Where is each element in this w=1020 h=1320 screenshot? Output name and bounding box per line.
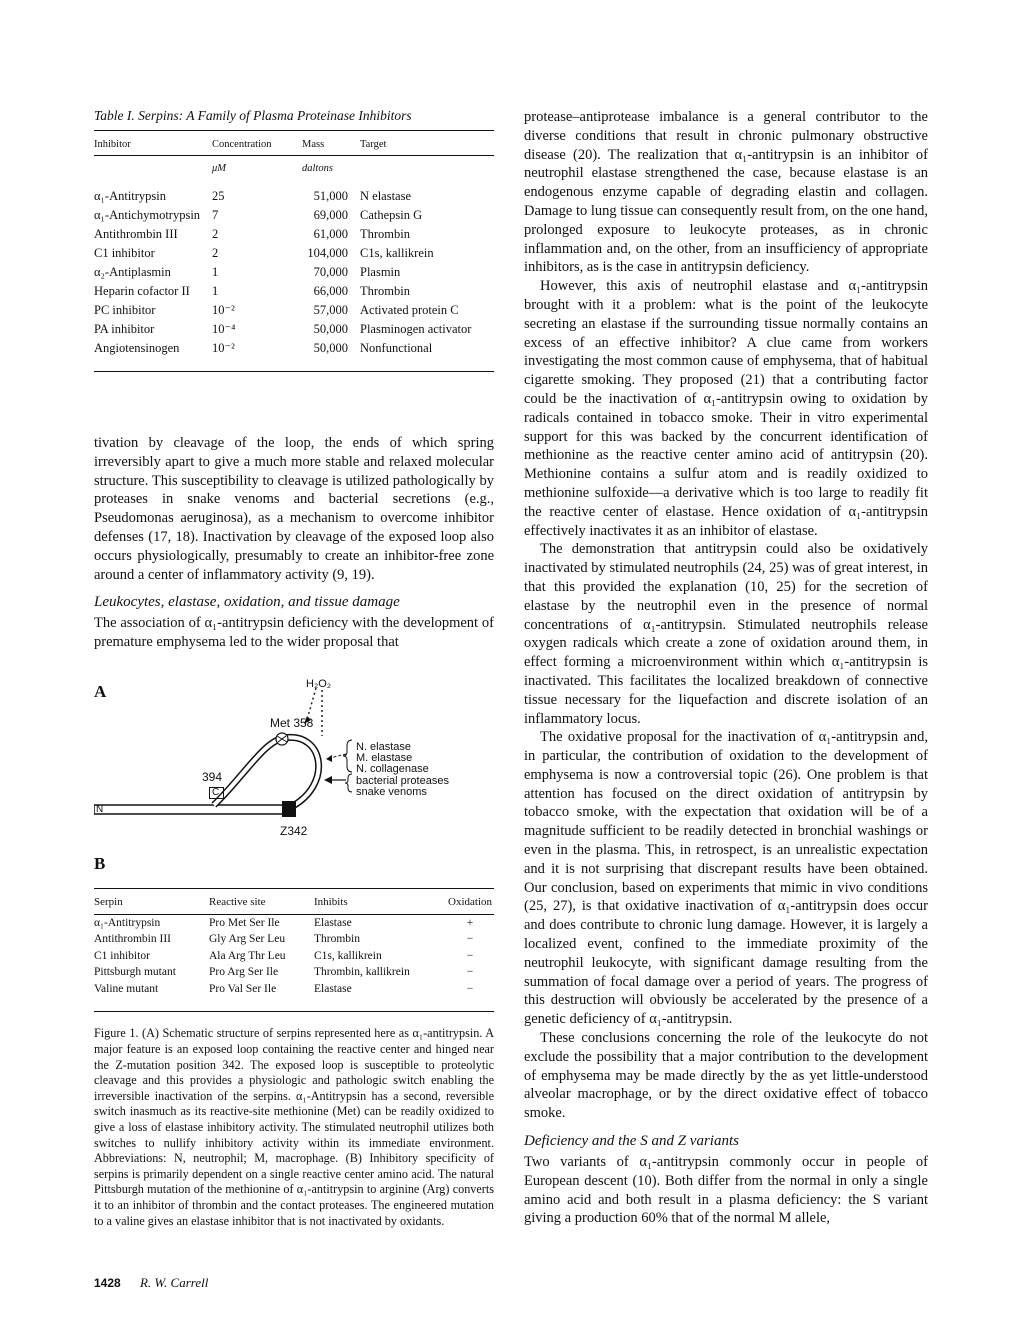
serpin-table	[94, 130, 494, 357]
right-paragraph-2: However, this axis of neutrophil elastase and α₁-antitrypsin brought with it a problem: what is the point of the leukocyte secreting an elastase if the surrounding tissue normally contains an excess of an effective inhibitor? A clue came from workers investigating the most common cause of emphysema, that of habitual cigarette smoking. They proposed (21) that a contributing factor could be the inactivation of α₁-antitrypsin owing to oxidation by radicals contained in tobacco smoke. Their in vitro experimental support for this was backed by the concurrent identification of methionine as the reactive center amino acid of antitrypsin (20). Methionine contains a sulfur atom and is readily oxidized to methionine sulfoxide—a derivative which is too large to readily fit the reactive center of elastase. Hence oxidation of α₁-antitrypsin effectively inactivates it as an inhibitor of elastase.	[524, 278, 928, 539]
figure-1a	[94, 676, 494, 838]
hinge-z342-marker	[282, 801, 296, 817]
table-cell: Thrombin, kallikrein	[314, 966, 410, 979]
th-inhibits: Inhibits	[314, 888, 446, 914]
unit-cell: daltons	[302, 163, 333, 174]
table-cell: C1 inhibitor	[94, 949, 150, 962]
figure-caption: Figure 1. (A) Schematic structure of serpins represented here as α₁-antitrypsin. A major feature is an exposed loop containing the reactive center and hinged near the Z-mutation position 342. The exposed loop is susceptible to proteolytic cleavage and this provides a physiologic and pathologic switch enabling the irreversible inactivation of the serpins. α₁-Antitrypsin has a second, reversible switch inasmuch as its reactive-site methionine (Met) can be readily oxidized to give a loss of elastase inhibitory activity. The stimulated neutrophil utilizes both switches to nullify inhibitory activity within its immediate environment. Abbreviations: N, neutrophil; M, macrophage. (B) Inhibitory specificity of serpins is primarily dependent on a single reactive center amino acid. The natural Pittsburgh mutation of the methionine of α₁-antitrypsin to arginine (Arg) converts it to an inhibitor of thrombin and the contact proteases. The engineered mutation to a valine gives an elastase inhibitor that is not inactivated by oxidants.	[94, 1026, 494, 1228]
right-paragraph-5: These conclusions concerning the role of the leukocyte do not exclude the possibility that a major contribution to the development of emphysema may be made directly by the as yet little-understood alveolar macrophage, or by the direct oxidative effect of tobacco smoke.	[524, 1030, 928, 1122]
table-cell: N elastase	[360, 189, 412, 203]
table-cell: 61,000	[313, 227, 348, 241]
table-cell: C1s, kallikrein	[360, 246, 434, 260]
table-cell: 104,000	[307, 246, 348, 260]
table-cell: 1	[212, 265, 219, 279]
table-row	[94, 300, 494, 319]
c-terminus-box: C	[209, 787, 224, 799]
n-terminus-box: N	[96, 803, 104, 815]
table-cell: Heparin cofactor II	[94, 284, 190, 298]
table-cell: Gly Arg Ser Leu	[209, 933, 286, 946]
enzyme-n-elastase: N. elastase	[356, 740, 412, 753]
th-serpin: Serpin	[94, 888, 209, 914]
right-paragraph-4: The oxidative proposal for the inactivation of α₁-antitrypsin and, in particular, the contribution of oxidation to the development of emphysema is now a controversial topic (26). One problem is that attention has focused on the direct oxidation of antitrypsin by tobacco smoke, with the expectation that oxidation will be of a magnitude sufficient to be readily detected in bronchial washings or even in the plasma. This, in retrospect, is an unrealistic expectation and it is not surprising that discrepant results have been obtained. Our conclusion, based on experiments that mimic in vivo conditions (25, 27), is that oxidative inactivation of α₁-antitrypsin does occur and does contribute to chronic lung damage. However, it is largely a localized event, confined to the immediate proximity of the neutrophil leukocyte, with significant damage resulting from the summation of focal damage over a period of years. The progress of this destruction will obviously be accelerated by the presence of a genetic deficiency of α₁-antitrypsin.	[524, 729, 928, 1028]
table-cell: 66,000	[313, 284, 348, 298]
table-cell: Ala Arg Thr Leu	[209, 949, 286, 962]
table-row	[94, 186, 494, 205]
exposed-loop-inner	[214, 737, 319, 808]
right-paragraph-6: Two variants of α₁-antitrypsin commonly occur in people of European descent (10). Both differ from the normal in only a single amino acid and both result in a plasma deficiency: the S variant giving a production 60% that of the normal M allele,	[524, 1154, 928, 1227]
table-cell: Thrombin	[360, 227, 410, 241]
left-column	[94, 108, 494, 1229]
table-cell: Pittsburgh mutant	[94, 966, 176, 979]
th-mass: Mass	[302, 131, 360, 156]
figure-label-b: B	[94, 853, 106, 873]
oxidant-enzyme-list	[356, 742, 449, 798]
table-row	[94, 224, 494, 243]
table-row	[94, 931, 494, 948]
table-row	[94, 205, 494, 224]
table-cell: Plasminogen activator	[360, 322, 472, 336]
brace-oxidants	[343, 740, 352, 772]
section-heading-deficiency: Deficiency and the S and Z variants	[524, 1133, 739, 1150]
table-caption: Table I. Serpins: A Family of Plasma Proteinase Inhibitors	[94, 108, 412, 123]
right-paragraph-1: protease–antiprotease imbalance is a general contributor to the diverse conditions that result in chronic pulmonary obstructive disease (20). The realization that α₁-antitrypsin is an inhibitor of neutrophil elastase strengthened the case, because elastase is an endogenous enzyme capable of degrading elastin and collagen. Damage to lung tissue can consequently result from, on the one hand, prolonged exposure to leukocyte proteases, as in chronic inflammation and, on the other, from an insufficiency of appropriate inhibitors, as is the case in antitrypsin deficiency.	[524, 109, 928, 276]
table-cell: α₁-Antitrypsin	[94, 916, 161, 929]
section-heading-leukocytes: Leukocytes, elastase, oxidation, and tissue damage	[94, 594, 400, 611]
table-cell: α₁-Antitrypsin	[94, 189, 167, 203]
table-row	[94, 338, 494, 357]
left-paragraph-2: The association of α₁-antitrypsin deficiency with the development of premature emphysema led to the wider proposal that	[94, 615, 494, 651]
table-cell: C1 inhibitor	[94, 246, 155, 260]
protease-snake-venoms: snake venoms	[356, 785, 427, 798]
th-inhibitor: Inhibitor	[94, 131, 212, 156]
table-cell: Thrombin	[314, 933, 360, 946]
chain-bar	[94, 805, 284, 814]
table-cell: 2	[212, 227, 219, 241]
table-cell: 57,000	[313, 303, 348, 317]
right-column	[524, 108, 928, 1228]
table-row	[94, 281, 494, 300]
table-row	[94, 319, 494, 338]
table-row	[94, 948, 494, 965]
table-cell: α₂-Antiplasmin	[94, 265, 171, 279]
table-cell: 69,000	[313, 208, 348, 222]
table-cell: 10⁻⁴	[212, 322, 236, 336]
figure-1b-header	[94, 848, 494, 880]
table-row	[94, 243, 494, 262]
table-cell: Cathepsin G	[360, 208, 423, 222]
table-cell: −	[466, 966, 474, 979]
table-cell: PA inhibitor	[94, 322, 155, 336]
reactive-site-table	[94, 888, 494, 998]
table-cell: Elastase	[314, 916, 352, 929]
table-row	[94, 981, 494, 998]
table-cell: 10⁻²	[212, 341, 235, 355]
table-cell: Pro Arg Ser Ile	[209, 966, 279, 979]
table-cell: PC inhibitor	[94, 303, 156, 317]
table-row	[94, 964, 494, 981]
table-cell: 70,000	[313, 265, 348, 279]
table-cell: Plasmin	[360, 265, 401, 279]
table-row	[94, 262, 494, 281]
right-paragraph-3: The demonstration that antitrypsin could also be oxidatively inactivated by stimulated neutrophils (24, 25) was of great interest, in that this provided the explanation (10, 25) for the secretion of elastase by the neutrophil even in the presence of normal concentrations of α₁-antitrypsin. Stimulated neutrophils release oxygen radicals which create a zone of oxidation around them, in effect forming a microenvironment within which α₁-antitrypsin is inactivated. This facilitates the localized breakdown of connective tissue necessary for the liquefaction and discrete isolation of an inflammatory locus.	[524, 541, 928, 727]
table-cell: −	[466, 933, 474, 946]
h2o2-label: H₂O₂	[306, 677, 332, 690]
table-cell: 7	[212, 208, 219, 222]
enzyme-n-collagenase: N. collagenase	[356, 762, 429, 775]
figure-label-a: A	[94, 681, 107, 701]
enzyme-m-elastase: M. elastase	[356, 751, 413, 764]
page-footer	[94, 1275, 208, 1291]
table-cell: α₁-Antichymotrypsin	[94, 208, 201, 222]
unit-cell	[94, 156, 212, 187]
th-oxidation: Oxidation	[446, 888, 494, 914]
table-cell: Valine mutant	[94, 982, 159, 995]
table-cell: −	[466, 982, 474, 995]
th-concentration: Concentration	[212, 131, 302, 156]
table-cell: 10⁻²	[212, 303, 235, 317]
running-author: R. W. Carrell	[139, 1275, 209, 1290]
table-cell: +	[466, 916, 474, 929]
table-cell: Thrombin	[360, 284, 410, 298]
unit-cell	[360, 156, 494, 187]
th-target: Target	[360, 131, 494, 156]
table-cell: Activated protein C	[360, 303, 459, 317]
protease-bacterial: bacterial proteases	[356, 774, 449, 787]
table-cell: Antithrombin III	[94, 933, 171, 946]
table-cell: −	[466, 949, 474, 962]
table-cell: 1	[212, 284, 219, 298]
met358-label: Met 358	[270, 715, 314, 730]
table-cell: 50,000	[313, 341, 348, 355]
table-cell: Pro Val Ser Ile	[209, 982, 277, 995]
table-cell: 51,000	[313, 189, 348, 203]
table-cell: Angiotensinogen	[94, 341, 180, 355]
table-b-rule	[94, 1011, 494, 1012]
table-cell: 2	[212, 246, 219, 260]
z342-label: Z342	[280, 823, 308, 838]
position-394-label: 394	[202, 769, 223, 784]
brace-proteases	[345, 774, 352, 792]
left-paragraph-1: tivation by cleavage of the loop, the ends of which spring irreversibly apart to give a much more stable and relaxed molecular structure. This susceptibility to cleavage is utilized pathologically by proteases in snake venoms and bacterial secretions (e.g., Pseudomonas aeruginosa), as a mechanism to overcome inhibitor defenses (17, 18). Inactivation by cleavage of the exposed loop also occurs physiologically, presumably to create an inhibitor-free zone around a center of inflammatory activity (9, 19).	[94, 435, 494, 583]
table-cell: Nonfunctional	[360, 341, 433, 355]
unit-cell: μM	[212, 163, 227, 174]
table-cell: 25	[212, 189, 225, 203]
th-reactive-site: Reactive site	[209, 888, 314, 914]
table-cell: Elastase	[314, 982, 352, 995]
page-number: 1428	[94, 1276, 121, 1290]
table-cell: Antithrombin III	[94, 227, 178, 241]
table-cell: Pro Met Ser Ile	[209, 916, 280, 929]
table-cell: 50,000	[313, 322, 348, 336]
table-row	[94, 914, 494, 931]
table-cell: C1s, kallikrein	[314, 949, 382, 962]
